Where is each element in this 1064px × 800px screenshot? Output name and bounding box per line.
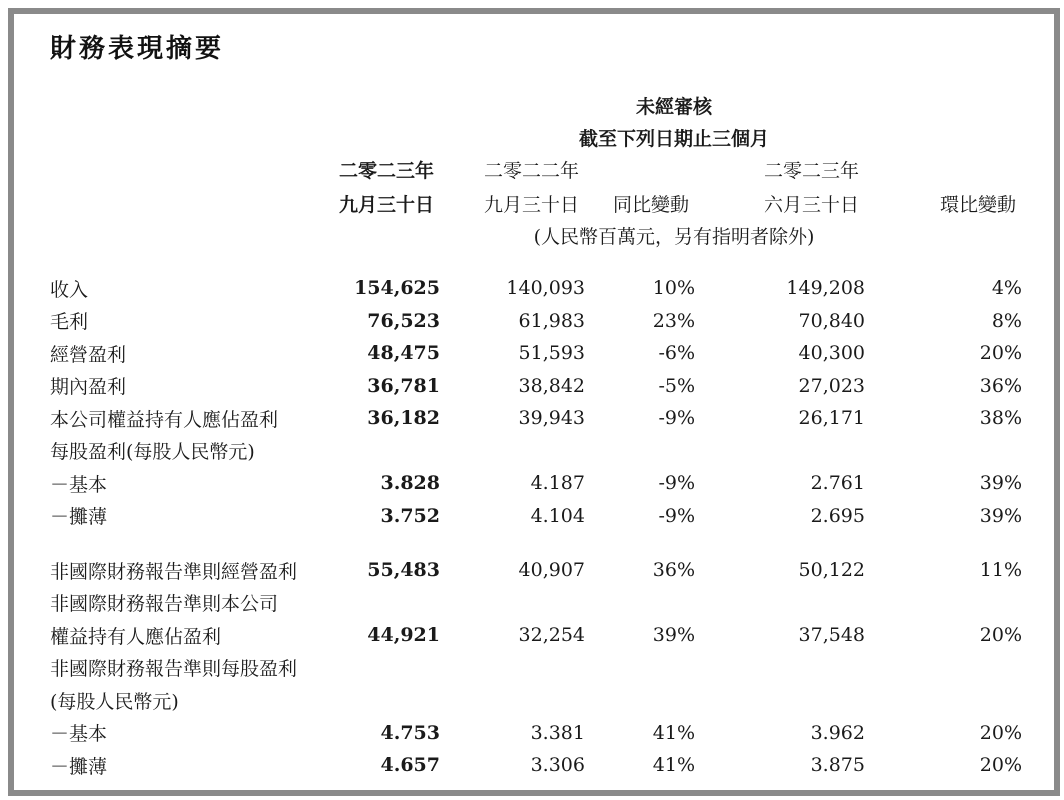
cell-jun: 3.875 (810, 754, 865, 777)
cell-prev: 51,593 (518, 342, 585, 365)
row-label: 本公司權益持有人應佔盈利 (50, 408, 279, 431)
unit-note: (人民幣百萬元，另有指明者除外) (533, 226, 815, 248)
cell-prev: 3.306 (530, 754, 585, 777)
header-unaudited: 未經審核 (635, 96, 712, 118)
cell-jun: 40,300 (798, 342, 865, 365)
table-row (50, 587, 1022, 620)
col-current-year: 二零二三年 (338, 160, 434, 182)
cell-qoq: 20% (979, 342, 1022, 365)
cell-qoq: 11% (979, 559, 1022, 582)
cell-jun: 50,122 (798, 559, 865, 582)
cell-prev: 140,093 (506, 277, 585, 300)
financial-table (50, 272, 1022, 782)
cell-qoq: 8% (991, 309, 1022, 332)
row-label: －攤薄 (50, 506, 108, 529)
cell-yoy: 23% (652, 309, 695, 332)
row-label: －攤薄 (50, 755, 108, 778)
table-row (50, 554, 1022, 587)
cell-yoy: -6% (658, 342, 695, 365)
row-label: 權益持有人應佔盈利 (50, 625, 222, 648)
cell-jun: 2.761 (810, 472, 865, 495)
table-row (50, 337, 1022, 370)
cell-current: 4.753 (380, 721, 440, 744)
cell-current: 3.752 (380, 504, 440, 527)
table-row (50, 305, 1022, 338)
spacer-row (50, 532, 1022, 554)
cell-prev: 3.381 (530, 721, 585, 744)
col-yoy: 同比變動 (612, 194, 689, 216)
cell-yoy: -9% (658, 472, 695, 495)
cell-jun: 149,208 (786, 277, 865, 300)
table-row (50, 619, 1022, 652)
table-row (50, 467, 1022, 500)
row-label: －基本 (50, 723, 108, 746)
col-current-date: 九月三十日 (338, 194, 434, 216)
table-row (50, 717, 1022, 750)
cell-current: 4.657 (380, 754, 440, 777)
cell-qoq: 20% (979, 754, 1022, 777)
cell-current: 36,781 (367, 374, 440, 397)
table-row (50, 652, 1022, 685)
cell-yoy: -5% (658, 374, 695, 397)
cell-current: 55,483 (367, 559, 440, 582)
row-label: 收入 (50, 278, 89, 301)
cell-jun: 37,548 (798, 624, 865, 647)
cell-qoq: 38% (979, 407, 1022, 430)
cell-current: 76,523 (367, 309, 440, 332)
cell-jun: 26,171 (798, 407, 865, 430)
cell-yoy: 36% (652, 559, 695, 582)
cell-current: 48,475 (367, 342, 440, 365)
header-period: 截至下列日期止三個月 (578, 128, 769, 150)
row-label: 非國際財務報告準則經營盈利 (50, 560, 298, 583)
row-label: 每股盈利(每股人民幣元) (50, 441, 255, 464)
cell-qoq: 39% (979, 472, 1022, 495)
cell-prev: 61,983 (518, 309, 585, 332)
cell-current: 154,625 (354, 277, 440, 300)
cell-yoy: -9% (658, 407, 695, 430)
document-frame (8, 8, 1060, 796)
cell-yoy: 41% (652, 754, 695, 777)
col-jun-date: 六月三十日 (763, 194, 859, 216)
cell-jun: 2.695 (810, 504, 865, 527)
cell-prev: 40,907 (518, 559, 585, 582)
cell-yoy: 41% (652, 721, 695, 744)
col-qoq: 環比變動 (939, 194, 1016, 216)
cell-qoq: 20% (979, 721, 1022, 744)
col-jun-year: 二零二三年 (763, 160, 859, 182)
col-prev-date: 九月三十日 (483, 194, 579, 216)
table-row (50, 272, 1022, 305)
cell-current: 36,182 (367, 407, 440, 430)
cell-yoy: 39% (652, 624, 695, 647)
cell-jun: 70,840 (798, 309, 865, 332)
cell-prev: 32,254 (518, 624, 585, 647)
cell-current: 44,921 (367, 624, 440, 647)
row-label: 期內盈利 (50, 376, 127, 399)
cell-jun: 3.962 (810, 721, 865, 744)
table-row (50, 500, 1022, 533)
cell-qoq: 4% (991, 277, 1022, 300)
row-label: 非國際財務報告準則本公司 (50, 593, 279, 616)
row-label: 經營盈利 (50, 343, 127, 366)
cell-current: 3.828 (380, 472, 440, 495)
cell-qoq: 20% (979, 624, 1022, 647)
cell-prev: 4.187 (530, 472, 585, 495)
row-label: 非國際財務報告準則每股盈利 (50, 658, 298, 681)
table-row (50, 749, 1022, 782)
cell-qoq: 39% (979, 504, 1022, 527)
col-prev-year: 二零二二年 (483, 160, 579, 182)
row-label: (每股人民幣元) (50, 690, 179, 713)
cell-prev: 39,943 (518, 407, 585, 430)
cell-jun: 27,023 (798, 374, 865, 397)
table-row (50, 370, 1022, 403)
cell-qoq: 36% (979, 374, 1022, 397)
page-title: 財務表現摘要 (50, 34, 225, 64)
cell-yoy: 10% (652, 277, 695, 300)
table-row (50, 684, 1022, 717)
table-row (50, 402, 1022, 435)
table-row (50, 435, 1022, 468)
row-label: 毛利 (50, 311, 89, 334)
cell-prev: 4.104 (530, 504, 585, 527)
cell-yoy: -9% (658, 504, 695, 527)
row-label: －基本 (50, 473, 108, 496)
cell-prev: 38,842 (518, 374, 585, 397)
